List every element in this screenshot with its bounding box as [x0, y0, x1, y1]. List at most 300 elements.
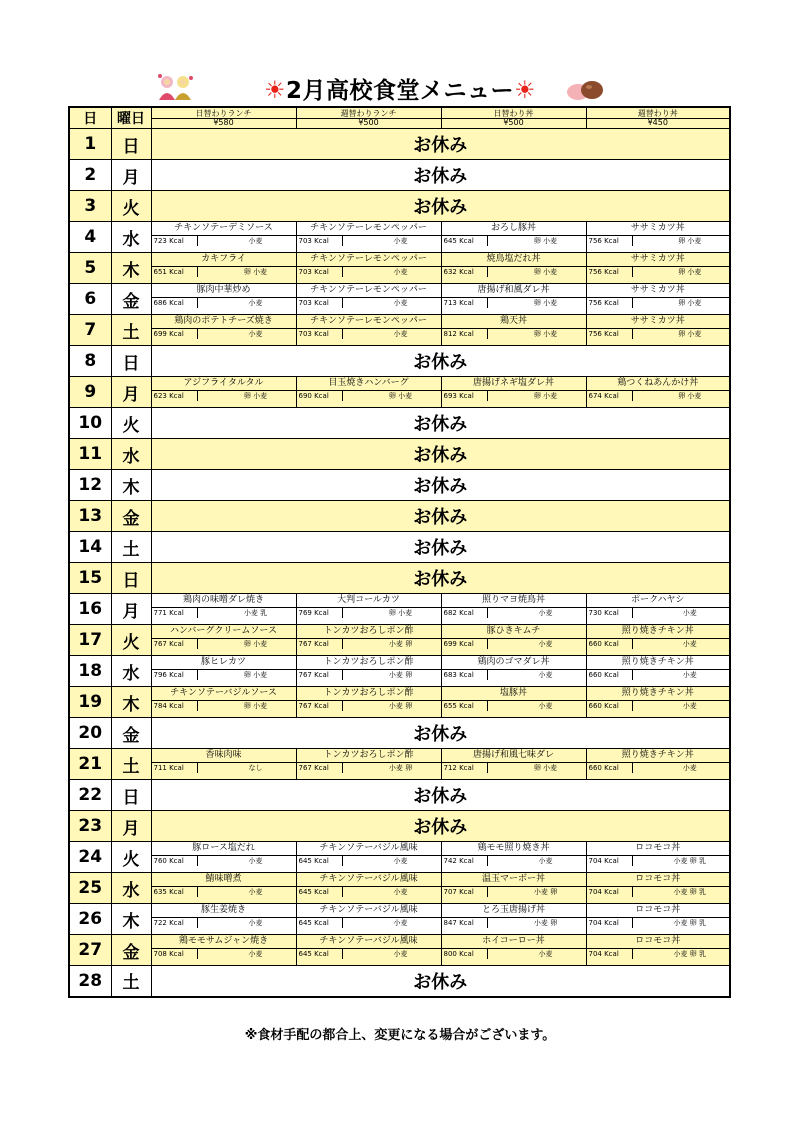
- allergens: 小麦: [393, 237, 408, 245]
- calories: 674 Kcal: [587, 391, 633, 401]
- meal-info: [442, 762, 586, 773]
- calories: 711 Kcal: [152, 763, 198, 773]
- calories: 645 Kcal: [297, 918, 343, 928]
- header-weekday: 曜日: [111, 107, 151, 129]
- meal-info: [152, 948, 296, 959]
- meal-cell: [586, 594, 730, 625]
- weekday: 金: [111, 718, 151, 749]
- allergens: 小麦: [682, 671, 697, 679]
- allergens: 卵 小麦: [678, 268, 702, 276]
- weekday: 金: [111, 501, 151, 532]
- sweets-illustration: [565, 78, 605, 102]
- dish-name: チキンソテーバジル風味: [319, 905, 418, 915]
- dish-name: ササミカツ丼: [630, 316, 685, 326]
- meal-cell: [441, 873, 586, 904]
- closed-label: お休み: [151, 780, 730, 811]
- table-row: [69, 439, 730, 470]
- meal-cell: [586, 656, 730, 687]
- day-number: 19: [69, 687, 111, 718]
- table-row: [69, 377, 730, 408]
- meal-info: [297, 235, 441, 246]
- allergens: 小麦: [393, 268, 408, 276]
- day-number: 23: [69, 811, 111, 842]
- meal-info: [297, 669, 441, 680]
- calories: 660 Kcal: [587, 639, 633, 649]
- calories: 847 Kcal: [442, 918, 488, 928]
- table-row: [69, 873, 730, 904]
- closed-label: お休み: [151, 501, 730, 532]
- meal-cell: [441, 625, 586, 656]
- meal-info: [442, 607, 586, 618]
- weekday: 木: [111, 470, 151, 501]
- weekday: 火: [111, 191, 151, 222]
- weekday: 水: [111, 873, 151, 904]
- table-row: [69, 749, 730, 780]
- calories: 660 Kcal: [587, 701, 633, 711]
- allergens: 卵 小麦: [388, 392, 413, 400]
- meal-cell: [296, 873, 441, 904]
- day-number: 1: [69, 129, 111, 160]
- table-row: [69, 129, 730, 160]
- dish-name: チキンソテーバジル風味: [319, 936, 418, 946]
- allergens: 小麦: [538, 640, 553, 648]
- allergens: 卵 小麦: [243, 392, 268, 400]
- meal-info: [297, 700, 441, 711]
- meal-info: [152, 607, 296, 618]
- calories: 699 Kcal: [152, 329, 198, 339]
- meal-info: [152, 669, 296, 680]
- allergens: 卵 小麦: [533, 237, 558, 245]
- allergens: 卵 小麦: [243, 702, 268, 710]
- allergens: 小麦: [393, 888, 408, 896]
- table-row: [69, 656, 730, 687]
- meal-cell: [151, 594, 296, 625]
- meal-info: [442, 328, 586, 339]
- table-row: [69, 780, 730, 811]
- dish-name: ポークハヤシ: [631, 595, 685, 605]
- dish-name: 照り焼きチキン丼: [621, 657, 694, 667]
- day-number: 8: [69, 346, 111, 377]
- meal-info: [587, 390, 730, 401]
- meal-cell: [151, 842, 296, 873]
- allergens: 小麦 卵: [533, 888, 558, 896]
- allergens: 卵 小麦: [243, 671, 268, 679]
- meal-cell: [296, 253, 441, 284]
- allergens: 小麦: [248, 950, 263, 958]
- closed-label: お休み: [151, 191, 730, 222]
- meal-cell: [441, 935, 586, 966]
- closed-label: お休み: [151, 563, 730, 594]
- meal-name: 週替わり丼: [587, 110, 730, 119]
- weekday: 月: [111, 377, 151, 408]
- weekday: 木: [111, 253, 151, 284]
- calories: 655 Kcal: [442, 701, 488, 711]
- weekday: 月: [111, 160, 151, 191]
- meal-cell: [441, 284, 586, 315]
- meal-info: [152, 886, 296, 897]
- dish-name: おろし豚丼: [490, 223, 536, 233]
- dish-name: 鶏肉のゴマダレ丼: [477, 657, 550, 667]
- day-number: 24: [69, 842, 111, 873]
- table-row: [69, 408, 730, 439]
- day-number: 3: [69, 191, 111, 222]
- day-number: 22: [69, 780, 111, 811]
- allergens: 小麦: [393, 919, 408, 927]
- calories: 707 Kcal: [442, 887, 488, 897]
- dish-name: チキンソテーレモンペッパー: [310, 223, 427, 233]
- meal-info: [587, 607, 730, 618]
- allergens: 小麦 卵: [388, 671, 413, 679]
- calories: 693 Kcal: [442, 391, 488, 401]
- meal-cell: [586, 935, 730, 966]
- meal-info: [152, 700, 296, 711]
- meal-cell: [296, 315, 441, 346]
- table-row: [69, 284, 730, 315]
- meal-cell: [441, 904, 586, 935]
- dish-name: 鯖味噌煮: [205, 874, 242, 884]
- allergens: 小麦 卵: [388, 640, 413, 648]
- allergens: 卵 小麦: [533, 299, 558, 307]
- dish-name: 温玉マーボー丼: [481, 874, 545, 884]
- day-number: 6: [69, 284, 111, 315]
- day-number: 12: [69, 470, 111, 501]
- day-number: 20: [69, 718, 111, 749]
- meal-info: [587, 886, 730, 897]
- weekday: 火: [111, 625, 151, 656]
- meal-cell: [441, 687, 586, 718]
- meal-info: [297, 607, 441, 618]
- calories: 645 Kcal: [297, 856, 343, 866]
- allergens: 卵 小麦: [678, 299, 702, 307]
- closed-label: お休み: [151, 718, 730, 749]
- dish-name: トンカツおろしポン酢: [323, 750, 414, 760]
- dish-name: ロコモコ丼: [635, 905, 681, 915]
- meal-info: [587, 266, 730, 277]
- meal-info: [297, 328, 441, 339]
- calories: 623 Kcal: [152, 391, 198, 401]
- dish-name: 鶏モモ照り焼き丼: [477, 843, 550, 853]
- day-number: 4: [69, 222, 111, 253]
- calories: 645 Kcal: [297, 949, 343, 959]
- table-row: [69, 842, 730, 873]
- meal-cell: [586, 284, 730, 315]
- meal-price: ¥500: [503, 117, 524, 127]
- dish-name: 唐揚げ和風七味ダレ: [472, 750, 554, 760]
- day-number: 17: [69, 625, 111, 656]
- calories: 756 Kcal: [587, 236, 633, 246]
- weekday: 水: [111, 222, 151, 253]
- meal-info: [587, 297, 730, 308]
- meal-name: 日替わりランチ: [152, 110, 296, 119]
- calories: 767 Kcal: [297, 639, 343, 649]
- table-row: [69, 594, 730, 625]
- calories: 767 Kcal: [152, 639, 198, 649]
- allergens: 小麦: [682, 764, 697, 772]
- dish-name: トンカツおろしポン酢: [323, 657, 414, 667]
- allergens: 卵 小麦: [388, 609, 413, 617]
- calories: 645 Kcal: [297, 887, 343, 897]
- dish-name: 豚生姜焼き: [200, 905, 246, 915]
- calories: 730 Kcal: [587, 608, 633, 618]
- table-row: [69, 935, 730, 966]
- dish-name: チキンソテーレモンペッパー: [310, 316, 427, 326]
- calories: 651 Kcal: [152, 267, 198, 277]
- sun-icon: ☀: [514, 76, 537, 104]
- weekday: 水: [111, 439, 151, 470]
- allergens: 小麦: [248, 330, 263, 338]
- day-number: 14: [69, 532, 111, 563]
- meal-cell: [586, 873, 730, 904]
- meal-cell: [586, 687, 730, 718]
- dish-name: 豚ヒレカツ: [200, 657, 246, 667]
- dish-name: ササミカツ丼: [630, 285, 685, 295]
- meal-info: [587, 855, 730, 866]
- allergens: 小麦: [393, 330, 408, 338]
- weekday: 日: [111, 780, 151, 811]
- calories: 703 Kcal: [297, 329, 343, 339]
- dish-name: 目玉焼きハンバーグ: [328, 378, 409, 388]
- closed-label: お休み: [151, 532, 730, 563]
- weekday: 土: [111, 749, 151, 780]
- meal-cell: [151, 749, 296, 780]
- meal-cell: [151, 315, 296, 346]
- menu-table: [68, 106, 731, 998]
- calories: 690 Kcal: [297, 391, 343, 401]
- calories: 682 Kcal: [442, 608, 488, 618]
- meal-info: [152, 855, 296, 866]
- weekday: 木: [111, 687, 151, 718]
- allergens: 小麦: [538, 702, 553, 710]
- allergens: 小麦: [682, 609, 697, 617]
- dish-name: ロコモコ丼: [635, 936, 681, 946]
- day-number: 25: [69, 873, 111, 904]
- dish-name: カキフライ: [201, 254, 246, 264]
- hina-dolls-illustration: [155, 72, 197, 104]
- weekday: 金: [111, 935, 151, 966]
- meal-price: ¥450: [647, 117, 668, 127]
- calories: 703 Kcal: [297, 298, 343, 308]
- calories: 699 Kcal: [442, 639, 488, 649]
- meal-info: [152, 638, 296, 649]
- weekday: 日: [111, 129, 151, 160]
- header-meal: [586, 107, 730, 129]
- meal-cell: [586, 377, 730, 408]
- dish-name: 鶏肉のポテトチーズ焼き: [174, 316, 273, 326]
- allergens: 卵 小麦: [678, 330, 702, 338]
- allergens: 卵 小麦: [533, 764, 558, 772]
- meal-info: [297, 855, 441, 866]
- day-number: 9: [69, 377, 111, 408]
- meal-info: [587, 235, 730, 246]
- dish-name: アジフライタルタル: [183, 378, 264, 388]
- title-row: [0, 72, 800, 106]
- allergens: 小麦: [538, 609, 553, 617]
- meal-cell: [296, 656, 441, 687]
- day-number: 15: [69, 563, 111, 594]
- dish-name: 照り焼きチキン丼: [621, 626, 694, 636]
- calories: 703 Kcal: [297, 267, 343, 277]
- calories: 704 Kcal: [587, 918, 633, 928]
- meal-info: [587, 700, 730, 711]
- closed-label: お休み: [151, 129, 730, 160]
- meal-info: [442, 948, 586, 959]
- allergens: 卵 小麦: [533, 330, 558, 338]
- meal-cell: [441, 842, 586, 873]
- allergens: 小麦 卵: [388, 702, 413, 710]
- calories: 660 Kcal: [587, 763, 633, 773]
- allergens: 小麦: [248, 299, 263, 307]
- dish-name: 鶏モモサムジャン焼き: [178, 936, 269, 946]
- page-title-text: 2月高校食堂メニュー: [285, 78, 514, 104]
- allergens: 小麦: [248, 237, 263, 245]
- allergens: 小麦 卵: [388, 764, 413, 772]
- meal-cell: [151, 687, 296, 718]
- footnote: ※食材手配の都合上、変更になる場合がございます。: [244, 1028, 556, 1043]
- dish-name: 照り焼きチキン丼: [621, 750, 694, 760]
- dish-name: 焼鳥塩だれ丼: [486, 254, 541, 264]
- calories: 756 Kcal: [587, 298, 633, 308]
- dish-name: とろ玉唐揚げ丼: [481, 905, 545, 915]
- calories: 645 Kcal: [442, 236, 488, 246]
- meal-info: [442, 390, 586, 401]
- allergens: 卵 小麦: [533, 268, 558, 276]
- day-number: 26: [69, 904, 111, 935]
- meal-info: [442, 917, 586, 928]
- calories: 767 Kcal: [297, 670, 343, 680]
- calories: 767 Kcal: [297, 701, 343, 711]
- meal-info: [297, 948, 441, 959]
- meal-cell: [151, 284, 296, 315]
- meal-info: [442, 297, 586, 308]
- table-row: [69, 532, 730, 563]
- meal-info: [442, 638, 586, 649]
- dish-name: 香味肉味: [205, 750, 242, 760]
- table-row: [69, 563, 730, 594]
- calories: 713 Kcal: [442, 298, 488, 308]
- dish-name: チキンソテーレモンペッパー: [310, 285, 427, 295]
- meal-cell: [296, 935, 441, 966]
- meal-cell: [296, 377, 441, 408]
- meal-info: [587, 638, 730, 649]
- dish-name: ロコモコ丼: [635, 874, 681, 884]
- table-row: [69, 315, 730, 346]
- calories: 704 Kcal: [587, 856, 633, 866]
- calories: 812 Kcal: [442, 329, 488, 339]
- meal-cell: [296, 687, 441, 718]
- meal-info: [152, 266, 296, 277]
- page-title: [220, 72, 580, 105]
- weekday: 日: [111, 563, 151, 594]
- table-row: [69, 191, 730, 222]
- table-row: [69, 346, 730, 377]
- closed-label: お休み: [151, 160, 730, 191]
- allergens: 小麦: [248, 919, 263, 927]
- weekday: 木: [111, 904, 151, 935]
- closed-label: お休み: [151, 966, 730, 997]
- closed-label: お休み: [151, 408, 730, 439]
- meal-cell: [441, 253, 586, 284]
- meal-info: [297, 638, 441, 649]
- meal-info: [442, 700, 586, 711]
- calories: 723 Kcal: [152, 236, 198, 246]
- meal-info: [587, 328, 730, 339]
- day-number: 10: [69, 408, 111, 439]
- table-row: [69, 222, 730, 253]
- meal-cell: [151, 377, 296, 408]
- table-row: [69, 470, 730, 501]
- meal-cell: [586, 253, 730, 284]
- meal-cell: [441, 222, 586, 253]
- meal-name: 週替わりランチ: [297, 110, 441, 119]
- meal-name: 日替わり丼: [442, 110, 586, 119]
- meal-cell: [296, 625, 441, 656]
- table-row: [69, 160, 730, 191]
- weekday: 火: [111, 842, 151, 873]
- dish-name: 大判コールカツ: [337, 595, 400, 605]
- calories: 660 Kcal: [587, 670, 633, 680]
- meal-cell: [586, 222, 730, 253]
- dish-name: 鶏つくねあんかけ丼: [617, 378, 699, 388]
- meal-cell: [586, 315, 730, 346]
- calories: 756 Kcal: [587, 329, 633, 339]
- meal-info: [587, 669, 730, 680]
- allergens: 小麦 卵 乳: [673, 857, 706, 865]
- meal-cell: [151, 873, 296, 904]
- meal-cell: [151, 904, 296, 935]
- calories: 767 Kcal: [297, 763, 343, 773]
- weekday: 金: [111, 284, 151, 315]
- meal-cell: [296, 284, 441, 315]
- meal-cell: [441, 377, 586, 408]
- meal-price: ¥580: [213, 117, 234, 127]
- allergens: 小麦: [538, 857, 553, 865]
- meal-info: [297, 917, 441, 928]
- dish-name: チキンソテーバジル風味: [319, 843, 418, 853]
- allergens: 卵 小麦: [533, 392, 558, 400]
- dish-name: 唐揚げ和風ダレ丼: [477, 285, 550, 295]
- allergens: 小麦: [248, 857, 263, 865]
- weekday: 土: [111, 532, 151, 563]
- calories: 742 Kcal: [442, 856, 488, 866]
- day-number: 16: [69, 594, 111, 625]
- dish-name: ハンバーグクリームソース: [170, 626, 277, 636]
- meal-cell: [296, 749, 441, 780]
- weekday: 土: [111, 966, 151, 997]
- menu-body: [69, 129, 730, 997]
- calories: 722 Kcal: [152, 918, 198, 928]
- allergens: 小麦: [682, 640, 697, 648]
- table-row: [69, 966, 730, 997]
- meal-price: ¥500: [358, 117, 379, 127]
- allergens: 卵 小麦: [243, 268, 268, 276]
- allergens: 卵 小麦: [678, 237, 702, 245]
- dish-name: 塩豚丼: [499, 688, 527, 698]
- meal-info: [442, 886, 586, 897]
- meal-info: [152, 917, 296, 928]
- dish-name: ホイコーロー丼: [482, 936, 545, 946]
- day-number: 18: [69, 656, 111, 687]
- calories: 760 Kcal: [152, 856, 198, 866]
- day-number: 11: [69, 439, 111, 470]
- sun-icon: ☀: [263, 76, 286, 104]
- calories: 756 Kcal: [587, 267, 633, 277]
- allergens: 小麦 卵 乳: [673, 919, 706, 927]
- calories: 704 Kcal: [587, 949, 633, 959]
- table-row: [69, 811, 730, 842]
- dish-name: トンカツおろしポン酢: [323, 626, 414, 636]
- calories: 800 Kcal: [442, 949, 488, 959]
- day-number: 5: [69, 253, 111, 284]
